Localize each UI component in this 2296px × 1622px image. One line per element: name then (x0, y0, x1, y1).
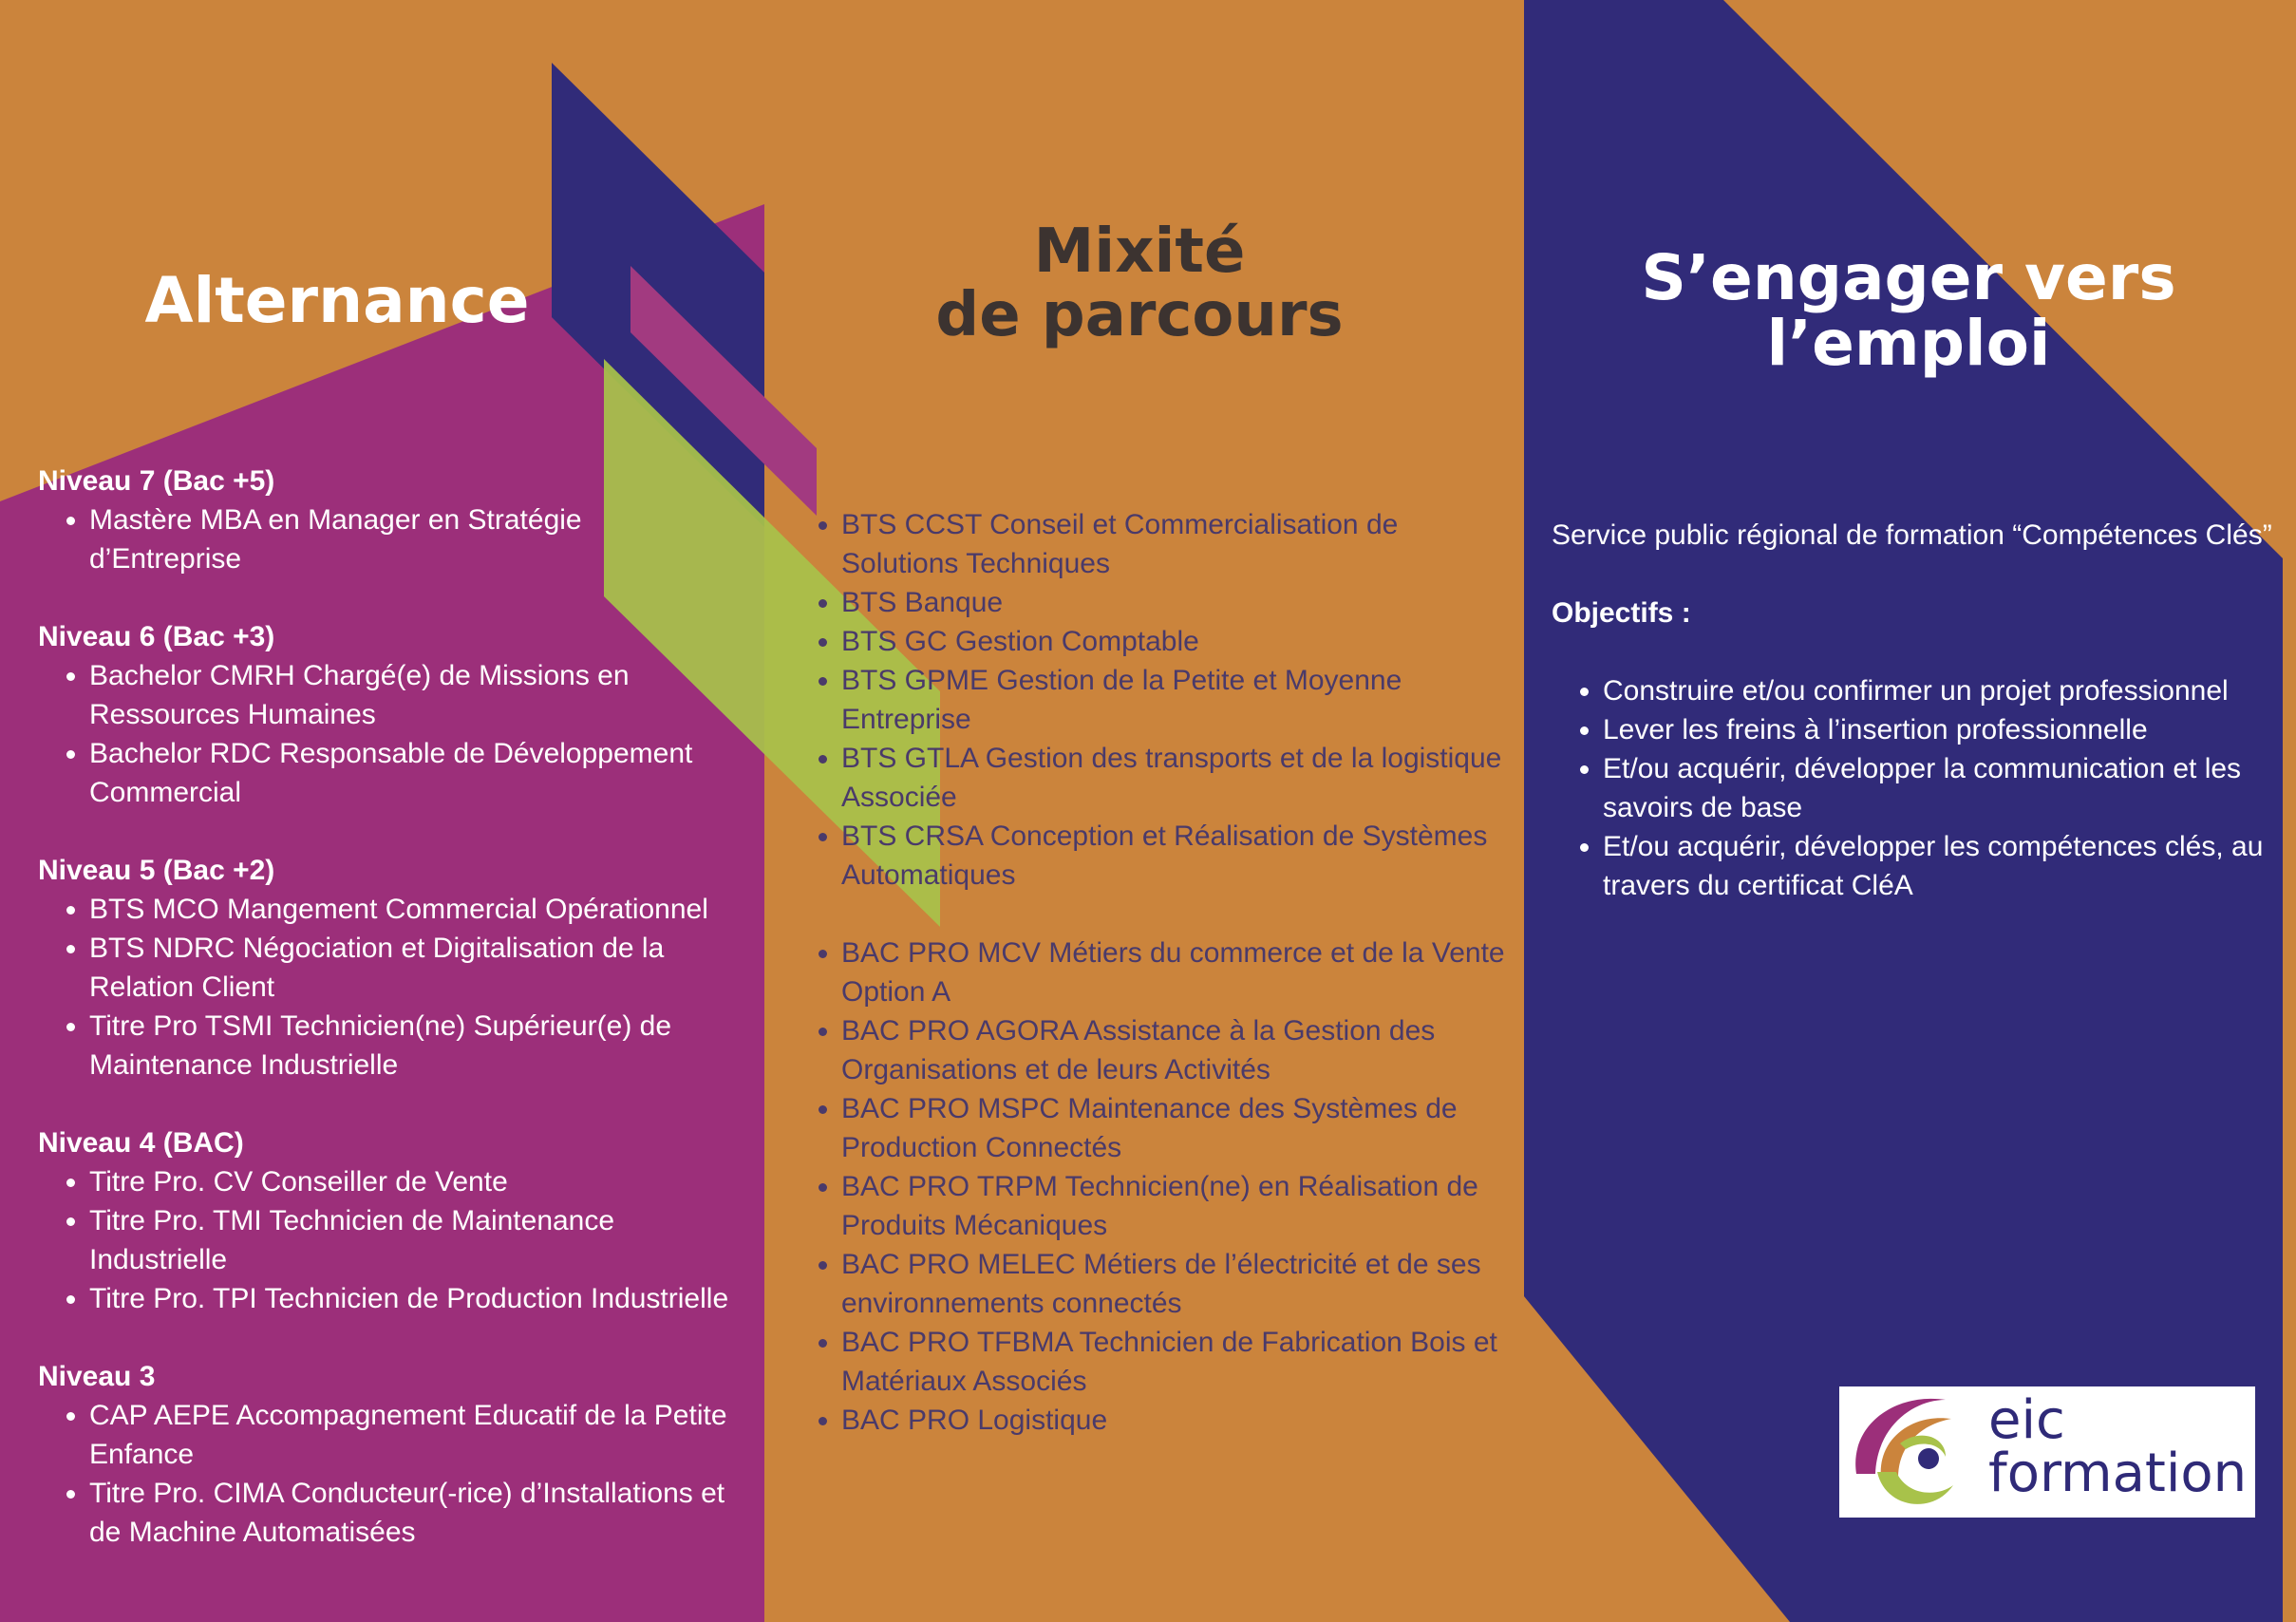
list-item: • BAC PRO AGORA Assistance à la Gestion des Organisations et de leurs Activités (841, 1011, 1510, 1089)
level-list (38, 1396, 741, 1552)
list-item: • BAC PRO TFBMA Technicien de Fabrication Bois et Matériaux Associés (841, 1323, 1510, 1401)
level-group-5 (38, 851, 741, 1084)
mixite-title-line1: Mixité (1033, 217, 1246, 287)
list-item: • BAC PRO MCV Métiers du commerce et de la Vente Option A (841, 934, 1510, 1011)
mixite-title (855, 217, 1424, 351)
mixite-column (807, 505, 1510, 1440)
level-list (38, 656, 741, 812)
level-heading: Niveau 3 (38, 1361, 156, 1392)
list-item: • Bachelor RDC Responsable de Développement Commercial (89, 734, 741, 812)
list-item: • Et/ou acquérir, développer les compétences clés, au travers du certificat CléA (1603, 827, 2273, 905)
logo-line2: formation (1988, 1443, 2248, 1504)
level-group-3 (38, 1357, 741, 1552)
logo-text (1988, 1389, 2248, 1504)
mixite-title-line2: de parcours (935, 280, 1344, 351)
list-item: • Et/ou acquérir, développer la communication et les savoirs de base (1603, 749, 2273, 827)
list-item: • BAC PRO Logistique (841, 1401, 1510, 1440)
list-item: • Construire et/ou confirmer un projet professionnel (1603, 671, 2273, 710)
list-item: • Titre Pro TSMI Technicien(ne) Supérieur(e) de Maintenance Industrielle (89, 1007, 741, 1084)
objectives-label: Objectifs : (1552, 597, 1691, 629)
list-item: • Titre Pro. TMI Technicien de Maintenance Industrielle (89, 1201, 741, 1279)
list-item: • Bachelor CMRH Chargé(e) de Missions en Ressources Humaines (89, 656, 741, 734)
list-item: • BTS Banque (841, 583, 1510, 622)
list-item: • BAC PRO MSPC Maintenance des Systèmes de Production Connectés (841, 1089, 1510, 1167)
list-item: • BTS NDRC Négociation et Digitalisation de la Relation Client (89, 929, 741, 1007)
level-list (38, 890, 741, 1084)
level-list (38, 500, 741, 578)
level-group-6 (38, 617, 741, 812)
emploi-title (1557, 241, 2260, 381)
alternance-column (38, 462, 741, 1591)
list-item: • BTS GTLA Gestion des transports et de la logistique Associée (841, 739, 1510, 817)
eic-formation-logo (1839, 1386, 2255, 1518)
emploi-intro: Service public régional de formation “Compétences Clés” (1552, 519, 2272, 551)
list-item: • BAC PRO MELEC Métiers de l’électricité et de ses environnements connectés (841, 1245, 1510, 1323)
level-group-4 (38, 1123, 741, 1318)
objectives-list (1552, 671, 2273, 905)
list-item: • CAP AEPE Accompagnement Educatif de la Petite Enfance (89, 1396, 741, 1474)
list-item: • BTS CRSA Conception et Réalisation de Systèmes Automatiques (841, 817, 1510, 895)
alternance-title: Alternance (144, 264, 530, 337)
level-heading: Niveau 6 (Bac +3) (38, 621, 275, 652)
level-heading: Niveau 5 (Bac +2) (38, 855, 275, 886)
list-item: • BAC PRO TRPM Technicien(ne) en Réalisation de Produits Mécaniques (841, 1167, 1510, 1245)
logo-line1: eic (1988, 1389, 2065, 1451)
list-item: • BTS MCO Mangement Commercial Opérationnel (89, 890, 741, 929)
bac-pro-list (807, 934, 1510, 1440)
level-heading: Niveau 7 (Bac +5) (38, 465, 275, 497)
level-group-7 (38, 462, 741, 578)
list-item: • BTS GPME Gestion de la Petite et Moyenne Entreprise (841, 661, 1510, 739)
level-heading: Niveau 4 (BAC) (38, 1127, 244, 1159)
list-item: • Titre Pro. CV Conseiller de Vente (89, 1162, 741, 1201)
list-item: • Titre Pro. CIMA Conducteur(-rice) d’Installations et de Machine Automatisées (89, 1474, 741, 1552)
emploi-title-line2: l’emploi (1766, 307, 2051, 381)
bts-list (807, 505, 1510, 895)
emploi-title-line1: S’engager vers (1641, 241, 2176, 314)
emploi-column (1552, 516, 2273, 905)
list-item: • BTS GC Gestion Comptable (841, 622, 1510, 661)
list-item: • Lever les freins à l’insertion professionnelle (1603, 710, 2273, 749)
list-item: • Mastère MBA en Manager en Stratégie d’Entreprise (89, 500, 741, 578)
logo-swirl-icon (1839, 1386, 1982, 1518)
list-item: • BTS CCST Conseil et Commercialisation de Solutions Techniques (841, 505, 1510, 583)
list-item: • Titre Pro. TPI Technicien de Production Industrielle (89, 1279, 741, 1318)
level-list (38, 1162, 741, 1318)
